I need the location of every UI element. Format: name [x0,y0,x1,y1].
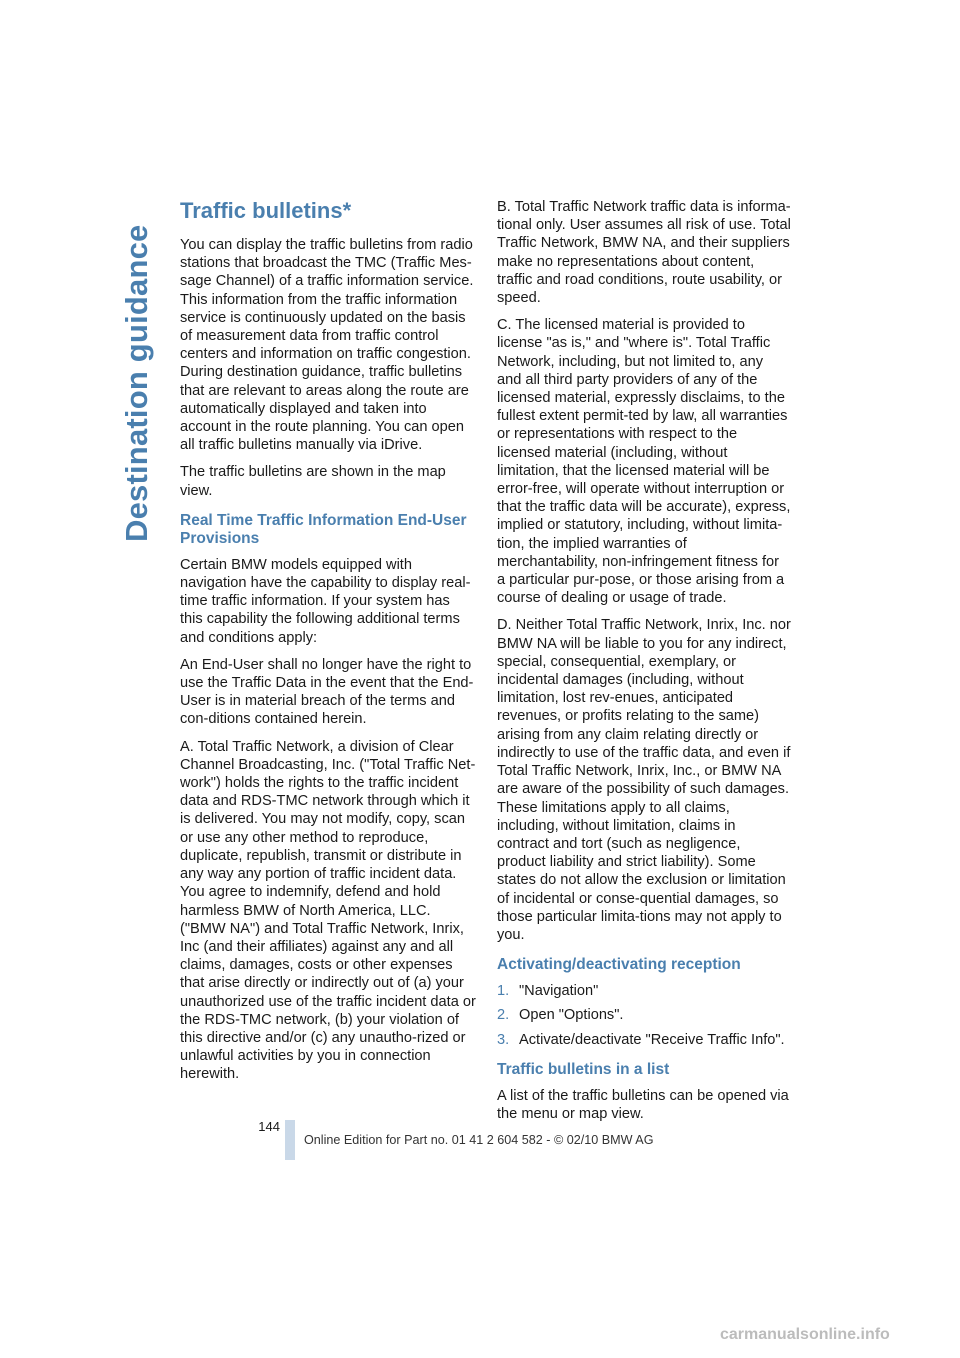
paragraph: During destination guidance, traffic bulletins that are relevant to areas along the route are automatically displayed and taken into account in the route planning. You can open all traffic bulletins manually via iDrive. [180,364,469,454]
page-number: 144 [258,1119,280,1134]
paragraph: A list of the traffic bulletins can be opened via the menu or map view. [497,1087,789,1122]
subsection-heading: Activating/deactivating reception [497,956,741,974]
step-text: Open "Options". [519,1007,624,1024]
step-number: 2. [497,1007,510,1024]
paragraph: A. Total Traffic Network, a division of Clear Channel Broadcasting, Inc. ("Total Traffic Net-work") holds the rights to the traffic incident data and RDS-TMC network through which it is delivered. You may not modify, copy, scan or use any other method to reproduce, duplicate, republish, transmit or distribute in any way any portion of traffic incident data. You agree to indemnify, defend and hold harmless BMW of North America, LLC. ("BMW NA") and Total Traffic Network, Inrix, Inc (and their affiliates) against any and all claims, damages, costs or other expenses that arise directly or indirectly out of (a) your unauthorized use of the traffic incident data or the RDS-TMC network, (b) your violation of this directive and/or (c) any unautho-rized or unlawful activities by you in connection herewith. [180,738,476,1083]
left-column [180,198,476,1093]
subsection-heading: Real Time Traffic Information End-User Provisions [180,511,467,547]
step-number: 1. [497,983,510,1000]
paragraph: The traffic bulletins are shown in the map view. [180,464,446,499]
step-text: Activate/deactivate "Receive Traffic Info". [519,1031,785,1048]
step-number: 3. [497,1031,510,1048]
edition-note: Online Edition for Part no. 01 41 2 604 582 - © 02/10 BMW AG [304,1133,654,1147]
paragraph: Certain BMW models equipped with navigation have the capability to display real-time traffic information. If your system has this capability the following additional terms and conditions apply: [180,556,471,646]
right-column [497,198,791,1132]
chapter-title: Destination guidance [119,224,154,542]
steps-list [497,982,791,1049]
paragraph: B. Total Traffic Network traffic data is informa-tional only. User assumes all risk of use. Total Traffic Network, BMW NA, and their suppliers make no representations about content, traffic and road conditions, route usability, or speed. [497,199,791,307]
paragraph: An End-User shall no longer have the right to use the Traffic Data in the event that the End-User is in material breach of the terms and con-ditions contained herein. [180,656,474,728]
list-item [497,1006,791,1024]
list-item [497,1031,791,1049]
step-text: "Navigation" [519,983,599,1000]
footer-accent-bar [285,1120,295,1160]
paragraph: You can display the traffic bulletins from radio stations that broadcast the TMC (Traffic Mes-sage Channel) of a traffic information service. This information from the traffic information service is continuously updated on the basis of measurement data from traffic control centers and information on traffic congestion. [180,237,474,363]
paragraph: D. Neither Total Traffic Network, Inrix, Inc. nor BMW NA will be liable to you for any indirect, special, consequential, exemplary, or incidental damages (including, without limitation, lost rev-enues, anticipated revenues, or profits relating to the same) arising from any claim relating directly or indirectly to use of the traffic data, and even if Total Traffic Network, Inrix, Inc., or BMW NA are aware of the possibility of such damages. These limitations apply to all claims, including, without limitation, claims in contract and tort (such as negligence, product liability and strict liability). Some states do not allow the exclusion or limitation of incidental or conse-quential damages, so those particular limita-tions may not apply to you. [497,617,791,943]
watermark: carmanualsonline.info [720,1326,890,1343]
paragraph: C. The licensed material is provided to license "as is," and "where is". Total Traffic Network, including, but not limited to, any and all third party providers of any of the licensed material, expressly disclaims, to the fullest extent permit-ted by law, all warranties or representations with respect to the licensed material (including, without limitation, that the licensed material will be error-free, will operate without interruption or that the traffic data will be accurate), express, implied or statutory, including, without limita-tion, the implied warranties of merchantability, non-infringement fitness for a particular pur-pose, or those arising from a course of dealing or usage of trade. [497,317,791,607]
subsection-heading: Traffic bulletins in a list [497,1060,670,1078]
section-heading: Traffic bulletins* [180,198,352,223]
list-item [497,982,791,1000]
